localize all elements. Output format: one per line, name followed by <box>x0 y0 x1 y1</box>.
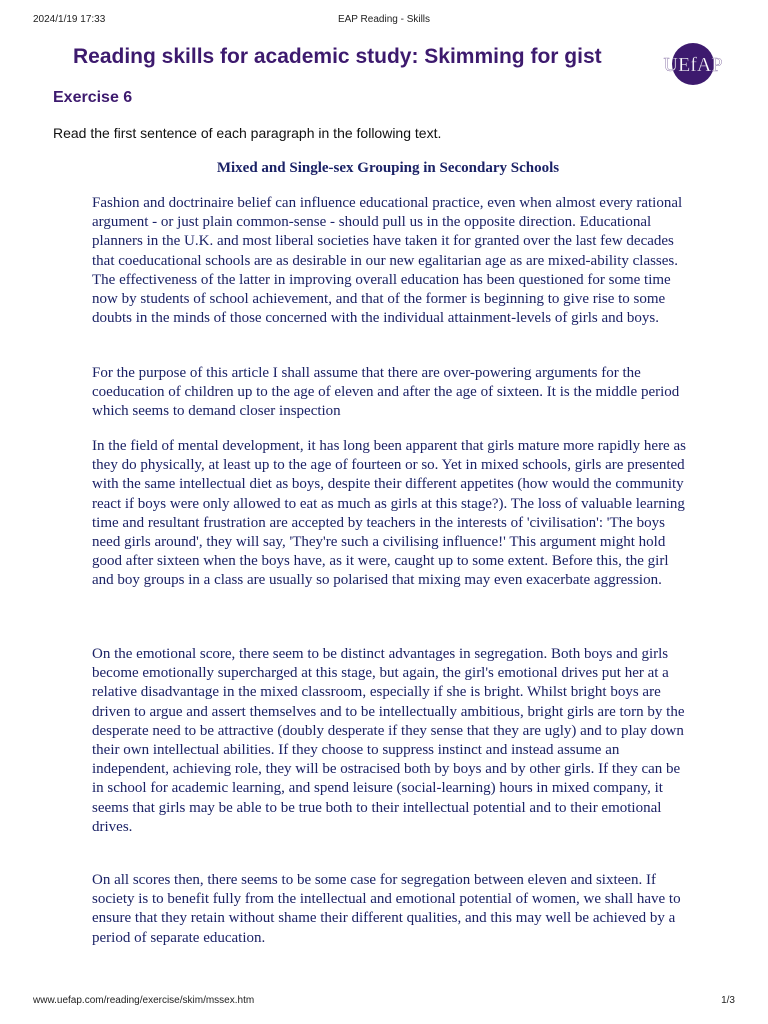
article-title: Mixed and Single-sex Grouping in Secondary Schools <box>216 160 560 176</box>
article-paragraph-5: On all scores then, there seems to be some case for segregation between eleven and sixteen. If society is to benefit fully from the intellectual and emotional potential of women, we shall have to ensure that they retain without shame their different qualities, and this may well be achieved by a period of separate education. <box>92 872 681 946</box>
article-paragraph-2: For the purpose of this article I shall assume that there are over-powering arguments for the coeducation of children up to the age of eleven and after the age of sixteen. It is the middle period which seems to demand closer inspection <box>92 365 680 420</box>
page-title: Reading skills for academic study: Skimming for gist <box>73 45 602 68</box>
article-paragraph-1: Fashion and doctrinaire belief can influence educational practice, even when almost every rational argument - or just plain common-sense - should pull us in the opposite direction. Educational planners in the U.K. and most liberal societies have taken it for granted over the last few decades that coeducational schools are as desirable in our new egalitarian age as are mixed-ability classes. The effectiveness of the latter in improving overall education has been questioned for some time now by students of school achievement, and that of the former is beginning to give rise to some doubts in the minds of those concerned with the individual attainment-levels of girls and boys. <box>92 195 683 327</box>
uefap-logo[interactable] <box>652 40 734 88</box>
article-paragraph-4: On the emotional score, there seem to be distinct advantages in segregation. Both boys and girls become emotionally supercharged at this stage, but again, the girl's emotional drives put her at a relative disadvantage in the mixed classroom, especially if she is bright. Whilst bright boys are driven to argue and assert themselves and to be intellectually ambitious, bright girls are torn by the desperate need to be attractive (doubly desperate if they sense that they are ugly) and to play down their own intellectual abilities. If they choose to suppress instinct and instead assume an independent, achieving role, they will be ostracised both by boys and by other girls. If they can be in school for academic learning, and spend leisure (social-learning) hours in mixed company, it seems that girls may be able to be true both to their intellectual potential and to their emotional drives. <box>92 646 685 835</box>
print-page-number: 1/3 <box>721 995 735 1006</box>
print-page-title: EAP Reading - Skills <box>337 14 431 25</box>
print-header <box>0 14 768 30</box>
print-url: www.uefap.com/reading/exercise/skim/mssex.htm <box>33 995 255 1006</box>
print-footer <box>0 995 768 1011</box>
exercise-heading: Exercise 6 <box>53 89 133 106</box>
logo-text: UEfAP <box>663 54 723 76</box>
uefap-logo-icon <box>652 40 734 88</box>
print-datetime: 2024/1/19 17:33 <box>33 14 106 25</box>
instruction-text: Read the first sentence of each paragraph in the following text. <box>53 125 442 141</box>
article-paragraph-3: In the field of mental development, it has long been apparent that girls mature more rapidly here as they do physically, at least up to the age of fourteen or so. Yet in mixed schools, girls are presented with the same intellectual diet as boys, despite their different appetites (how would the community react if boys were only allowed to eat as much as girls at this stage?). The loss of valuable learning time and resultant frustration are accepted by teachers in the interests of 'civilisation': 'The boys need girls around', they will say, 'They're such a civilising influence!' This argument might hold good after sixteen when the boys have, as it were, caught up to some extent. Before this, the girl and boy groups in a class are usually so polarised that mixing may even exacerbate aggression. <box>92 438 686 589</box>
